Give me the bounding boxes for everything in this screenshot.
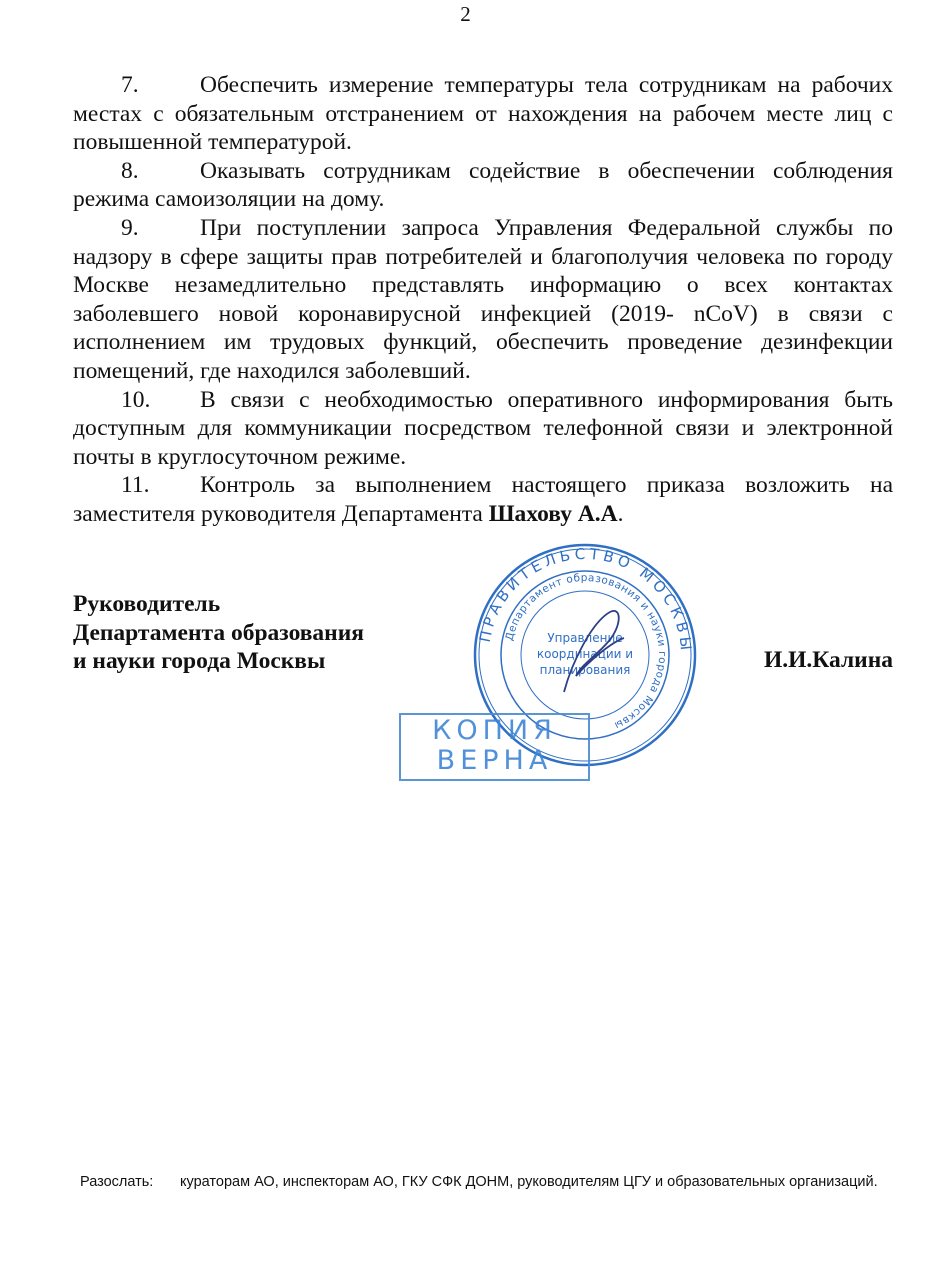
seal-inner-text: Департамент образования и науки города Москвы xyxy=(503,571,669,732)
copy-certified-stamp xyxy=(399,713,590,781)
signer-title xyxy=(73,590,364,676)
distribution-label: Разослать: xyxy=(80,1174,154,1190)
paragraph-9 xyxy=(73,214,893,386)
signer-title-line: Руководитель xyxy=(73,591,221,617)
page-number: 2 xyxy=(460,2,471,26)
paragraph-10 xyxy=(73,386,893,472)
paragraph-number: 11. xyxy=(121,472,150,499)
paragraph-number: 9. xyxy=(121,214,139,241)
paragraph-number: 7. xyxy=(121,72,139,98)
stamp-line: ВЕРНА xyxy=(436,745,553,776)
signer-name: И.И.Калина xyxy=(763,647,893,673)
order-body xyxy=(73,71,893,529)
distribution-list xyxy=(80,1172,912,1192)
paragraph-7 xyxy=(73,71,893,157)
paragraph-number: 10. xyxy=(121,386,151,413)
paragraph-text: Обеспечить измерение температуры тела сотрудникам на рабочих местах с обязательным отстранением от нахождения на рабочем месте лиц с повышенной температурой. xyxy=(73,72,893,156)
seal-center-line: Управление xyxy=(547,631,623,645)
paragraph-text: Контроль за выполнением настоящего приказа возложить на заместителя руководителя Департамента xyxy=(73,472,893,527)
paragraph-text: Оказывать сотрудникам содействие в обеспечении соблюдения режима самоизоляции на дому. xyxy=(73,157,893,213)
paragraph-number: 8. xyxy=(121,157,139,184)
signer-title-line: Департамента образования xyxy=(73,619,364,646)
stamp-line: КОПИЯ xyxy=(432,715,557,746)
seal-outer-text: ПРАВИТЕЛЬСТВО МОСКВЫ xyxy=(475,544,696,655)
seal-center-line: координации и xyxy=(536,647,634,661)
paragraph-text: При поступлении запроса Управления Федеральной службы по надзору в сфере защиты прав потребителей и благополучия человека по городу Москве незамедлительно представлять информацию о всех контактах заболевшего новой коронавирусной инфекцией (2019- nCoV) в связи с исполнением им трудовых функций, обеспечить проведение дезинфекции помещений, где находился заболевший. xyxy=(73,214,893,384)
signer-title-line: и науки города Москвы xyxy=(73,648,326,675)
distribution-recipients: кураторам АО, инспекторам АО, ГКУ СФК ДОНМ, руководителям ЦГУ и образовательных организаций. xyxy=(180,1174,878,1190)
paragraph-tail: . xyxy=(617,500,624,527)
seal-center-line: планирования xyxy=(539,663,631,677)
paragraph-text: В связи с необходимостью оперативного информирования быть доступным для коммуникации посредством телефонной связи и электронной почты в круглосуточном режиме. xyxy=(73,386,893,470)
paragraph-8 xyxy=(73,157,893,214)
responsible-person: Шахову А.А xyxy=(488,500,618,527)
paragraph-11 xyxy=(73,471,893,528)
